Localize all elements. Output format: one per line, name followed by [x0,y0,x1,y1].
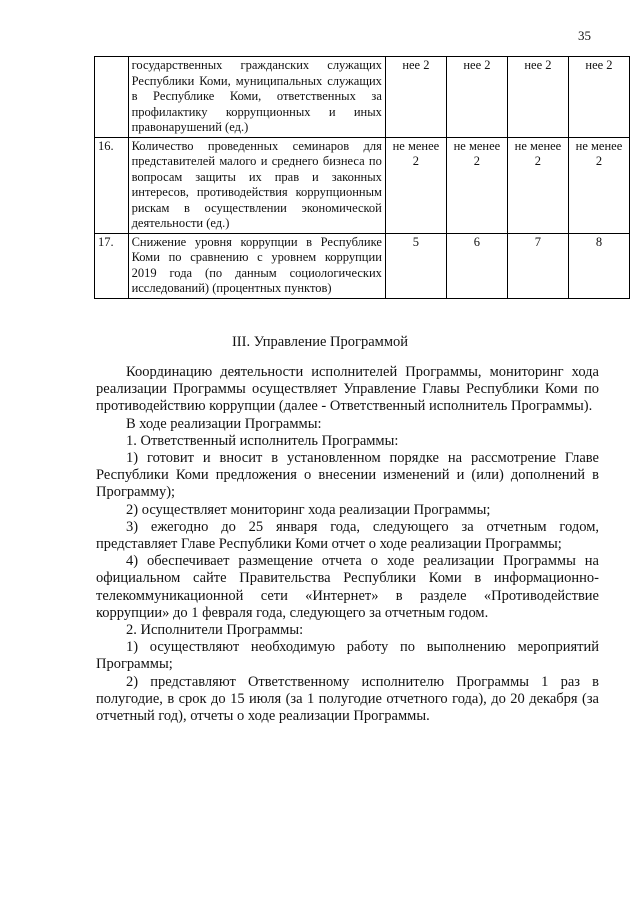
paragraph: 2. Исполнители Программы: [126,622,304,639]
indicator-value: не менее 2 [568,137,629,233]
indicator-value: 8 [568,233,629,298]
indicator-value: нее 2 [507,57,568,138]
paragraph: Координацию деятельности исполнителей Программы, мониторинг хода реализации Программы осуществляет Управление Главы Республики Коми по противодействию коррупции (далее - Ответственный исполнитель Программы). [96,364,599,415]
paragraph: 3) ежегодно до 25 января года, следующего за отчетным годом, представляет Главе Республики Коми отчет о ходе реализации Программы; [96,518,599,553]
indicator-value: 6 [446,233,507,298]
page-number: 35 [578,28,591,43]
paragraph: 1. Ответственный исполнитель Программы: [126,432,399,449]
paragraph: В ходе реализации Программы: [126,415,322,432]
indicator-value: нее 2 [446,57,507,138]
table-row [95,57,630,138]
indicator-value: не менее 2 [507,137,568,233]
section-body [96,364,599,725]
indicator-value: 7 [507,233,568,298]
indicator-value: нее 2 [568,57,629,138]
table-row [95,137,630,233]
paragraph: 2) представляют Ответственному исполнителю Программы 1 раз в полугодие, в срок до 15 июля (за 1 полугодие отчетного года), до 20 декабря (за отчетный год), отчеты о ходе реализации Программы. [96,673,599,725]
indicator-value: нее 2 [385,57,446,138]
indicators-table [94,56,630,299]
paragraph: 1) осуществляют необходимую работу по выполнению мероприятий Программы; [96,639,599,673]
indicator-name: государственных гражданских служащих Республики Коми, муниципальных служащих в Республике Коми, ответственных за профилактику коррупционных и иных правонарушений (ед.) [128,57,385,138]
paragraph: 1) готовит и вносит в установленном порядке на рассмотрение Главе Республики Коми предложения о внесении изменений и (или) дополнений в Программу); [96,450,599,501]
indicator-value: не менее 2 [446,137,507,233]
indicator-value: не менее 2 [385,137,446,233]
table-row [95,233,630,298]
indicator-name: Снижение уровня коррупции в Республике Коми по сравнению с уровнем коррупции 2019 года (по данным социологических исследований) (процентных пунктов) [128,233,385,298]
row-number: 16. [95,137,129,233]
row-number [95,57,129,138]
indicator-value: 5 [385,233,446,298]
paragraph: 4) обеспечивает размещение отчета о ходе реализации Программы на официальном сайте Правительства Республики Коми в информационно-телекоммуникационной сети «Интернет» в разделе «Противодействие коррупции» до 1 февраля года, следующего за отчетным годом. [96,553,599,621]
row-number: 17. [95,233,129,298]
paragraph: 2) осуществляет мониторинг хода реализации Программы; [126,501,491,518]
indicator-name: Количество проведенных семинаров для представителей малого и среднего бизнеса по вопросам защиты их прав и законных интересов, противодействия коррупционным рискам в осуществлении экономической деятельности (ед.) [128,137,385,233]
section-title: III. Управление Программой [231,334,409,350]
